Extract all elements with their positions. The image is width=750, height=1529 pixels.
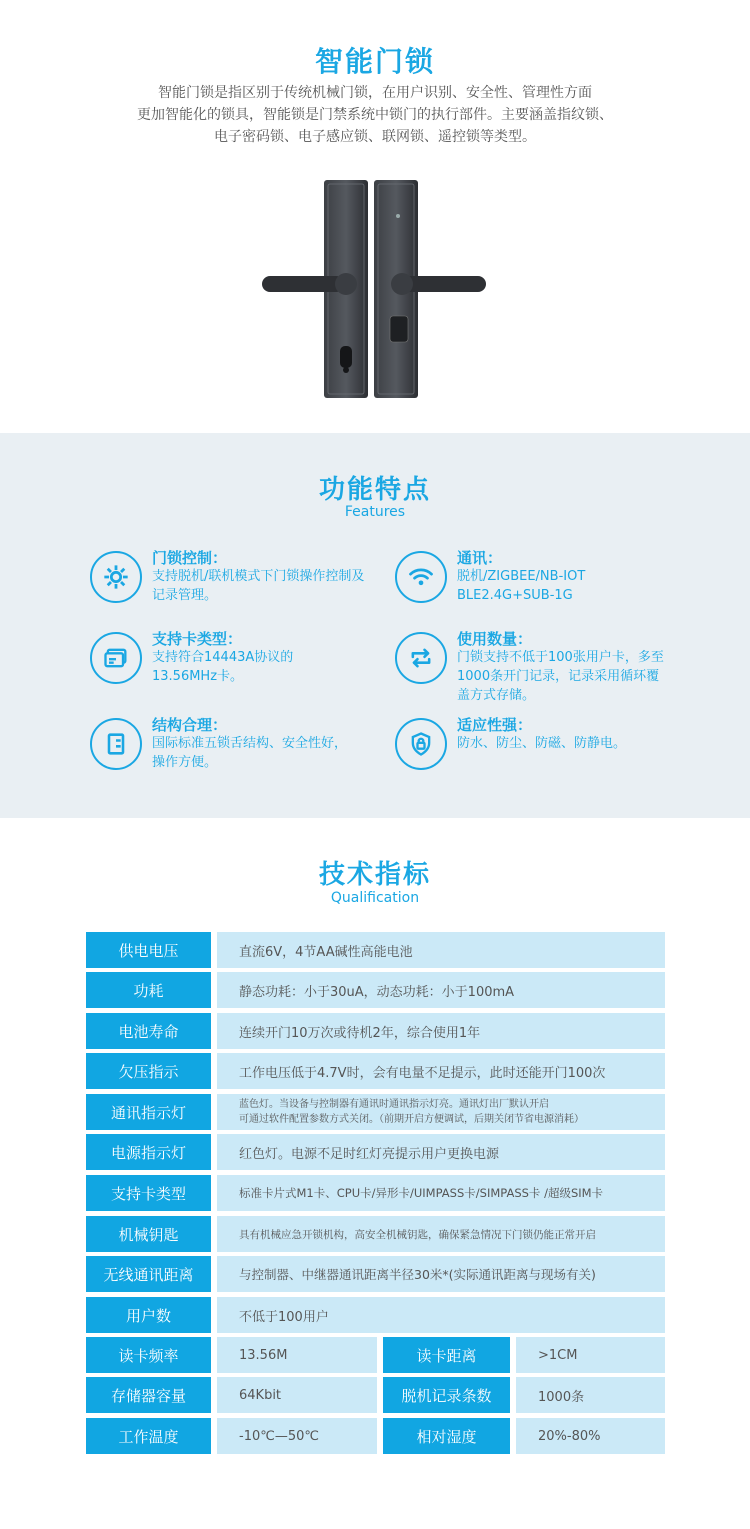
shield-lock-icon (395, 718, 447, 770)
spec-label: 脱机记录条数 (383, 1377, 510, 1413)
spec-value: 不低于100用户 (217, 1297, 665, 1333)
spec-value: 与控制器、中继器通讯距离半径30米*(实际通讯距离与现场有关) (217, 1256, 665, 1292)
spec-row (86, 1053, 665, 1089)
spec-row (86, 972, 665, 1008)
spec-value: 工作电压低于4.7V时，会有电量不足提示，此时还能开门100次 (217, 1053, 665, 1089)
intro-line: 电子密码锁、电子感应锁、联网锁、遥控锁等类型。 (214, 129, 536, 145)
feature-structure (90, 718, 380, 788)
smart-lock-image (258, 176, 490, 402)
spec-row (86, 1175, 665, 1211)
spec-row (86, 1216, 665, 1252)
spec-row (86, 1134, 665, 1170)
feature-title: 使用数量： (457, 630, 533, 648)
card-icon (90, 632, 142, 684)
spec-label: 电源指示灯 (86, 1134, 211, 1170)
spec-label: 工作温度 (86, 1418, 211, 1454)
specs-section (0, 818, 750, 1529)
wifi-icon (395, 551, 447, 603)
feature-title: 通讯： (457, 549, 503, 567)
spec-label: 无线通讯距离 (86, 1256, 211, 1292)
spec-value: -10℃—50℃ (217, 1418, 377, 1454)
spec-label: 读卡距离 (383, 1337, 510, 1373)
feature-title: 支持卡类型： (152, 630, 243, 648)
feature-lock-control (90, 551, 380, 621)
spec-row (86, 1013, 665, 1049)
spec-value: 具有机械应急开锁机构，高安全机械钥匙，确保紧急情况下门锁仍能正常开启 (217, 1216, 665, 1252)
spec-label: 电池寿命 (86, 1013, 211, 1049)
spec-value: 红色灯。电源不足时红灯亮提示用户更换电源 (217, 1134, 665, 1170)
feature-desc: 支持脱机/联机模式下门锁操作控制及记录管理。 (152, 569, 365, 603)
spec-label: 功耗 (86, 972, 211, 1008)
spec-label: 用户数 (86, 1297, 211, 1333)
spec-label: 欠压指示 (86, 1053, 211, 1089)
spec-label: 机械钥匙 (86, 1216, 211, 1252)
spec-value-line: 可通过软件配置参数方式关闭。（前期开启方便调试，后期关闭节省电源消耗） (239, 1114, 584, 1125)
spec-label: 存储器容量 (86, 1377, 211, 1413)
spec-value: 直流6V，4节AA碱性高能电池 (217, 932, 665, 968)
spec-label: 支持卡类型 (86, 1175, 211, 1211)
specs-title: 技术指标 (318, 860, 431, 890)
spec-label: 读卡频率 (86, 1337, 211, 1373)
spec-label: 通讯指示灯 (86, 1094, 211, 1130)
spec-split-row (86, 1377, 665, 1413)
feature-desc: 防水、防尘、防磁、防静电。 (457, 736, 627, 751)
spec-split-row (86, 1418, 665, 1454)
spec-value: 静态功耗：小于30uA，动态功耗：小于100mA (217, 972, 665, 1008)
feature-desc-line: 13.56MHz卡。 (152, 669, 244, 684)
spec-value-line: 蓝色灯。当设备与控制器有通讯时通讯指示灯亮。通讯灯出厂默认开启 (239, 1099, 549, 1110)
feature-desc (152, 648, 377, 686)
spec-row (86, 1256, 665, 1292)
features-section (0, 433, 750, 818)
spec-value: 13.56M (217, 1337, 377, 1373)
feature-desc (457, 567, 682, 605)
spec-row (86, 1094, 665, 1130)
feature-adaptability (395, 718, 685, 788)
feature-desc: 国际标准五锁舌结构、安全性好，操作方便。 (152, 736, 348, 770)
tongue-icon (90, 718, 142, 770)
feature-title: 门锁控制： (152, 549, 228, 567)
feature-communication (395, 551, 685, 621)
spec-row (86, 932, 665, 968)
spec-value: >1CM (516, 1337, 665, 1373)
feature-desc: 门锁支持不低于100张用户卡，多至1000条开门记录，记录采用循环覆盖方式存储。 (457, 650, 664, 703)
intro-line: 更加智能化的锁具，智能锁是门禁系统中锁门的执行部件。主要涵盖指纹锁、 (137, 107, 613, 123)
spec-value: 1000条 (516, 1377, 665, 1413)
feature-desc-line: 脱机/ZIGBEE/NB-IOT (457, 569, 586, 584)
features-title: 功能特点 (318, 475, 431, 505)
intro-line: 智能门锁是指区别于传统机械门锁，在用户识别、安全性、管理性方面 (158, 85, 592, 101)
feature-desc-line: 支持符合14443A协议的 (152, 650, 294, 665)
specs-subtitle: Qualification (330, 890, 420, 906)
feature-title: 结构合理： (152, 716, 228, 734)
spec-value: 连续开门10万次或待机2年，综合使用1年 (217, 1013, 665, 1049)
intro-section (0, 0, 750, 433)
spec-value (217, 1094, 665, 1130)
spec-label: 相对湿度 (383, 1418, 510, 1454)
intro-description (110, 82, 640, 148)
spec-value: 64Kbit (217, 1377, 377, 1413)
feature-title: 适应性强： (457, 716, 533, 734)
feature-desc-line: BLE2.4G+SUB-1G (457, 588, 573, 603)
spec-value: 20%-80% (516, 1418, 665, 1454)
spec-row (86, 1297, 665, 1333)
gear-icon (90, 551, 142, 603)
spec-split-row (86, 1337, 665, 1373)
feature-capacity (395, 632, 685, 702)
cycle-icon (395, 632, 447, 684)
spec-value: 标准卡片式M1卡、CPU卡/异形卡/UIMPASS卡/SIMPASS卡 /超级SIM卡 (217, 1175, 665, 1211)
spec-label: 供电电压 (86, 932, 211, 968)
feature-card-types (90, 632, 380, 702)
features-subtitle: Features (344, 504, 406, 520)
intro-title: 智能门锁 (314, 45, 435, 78)
